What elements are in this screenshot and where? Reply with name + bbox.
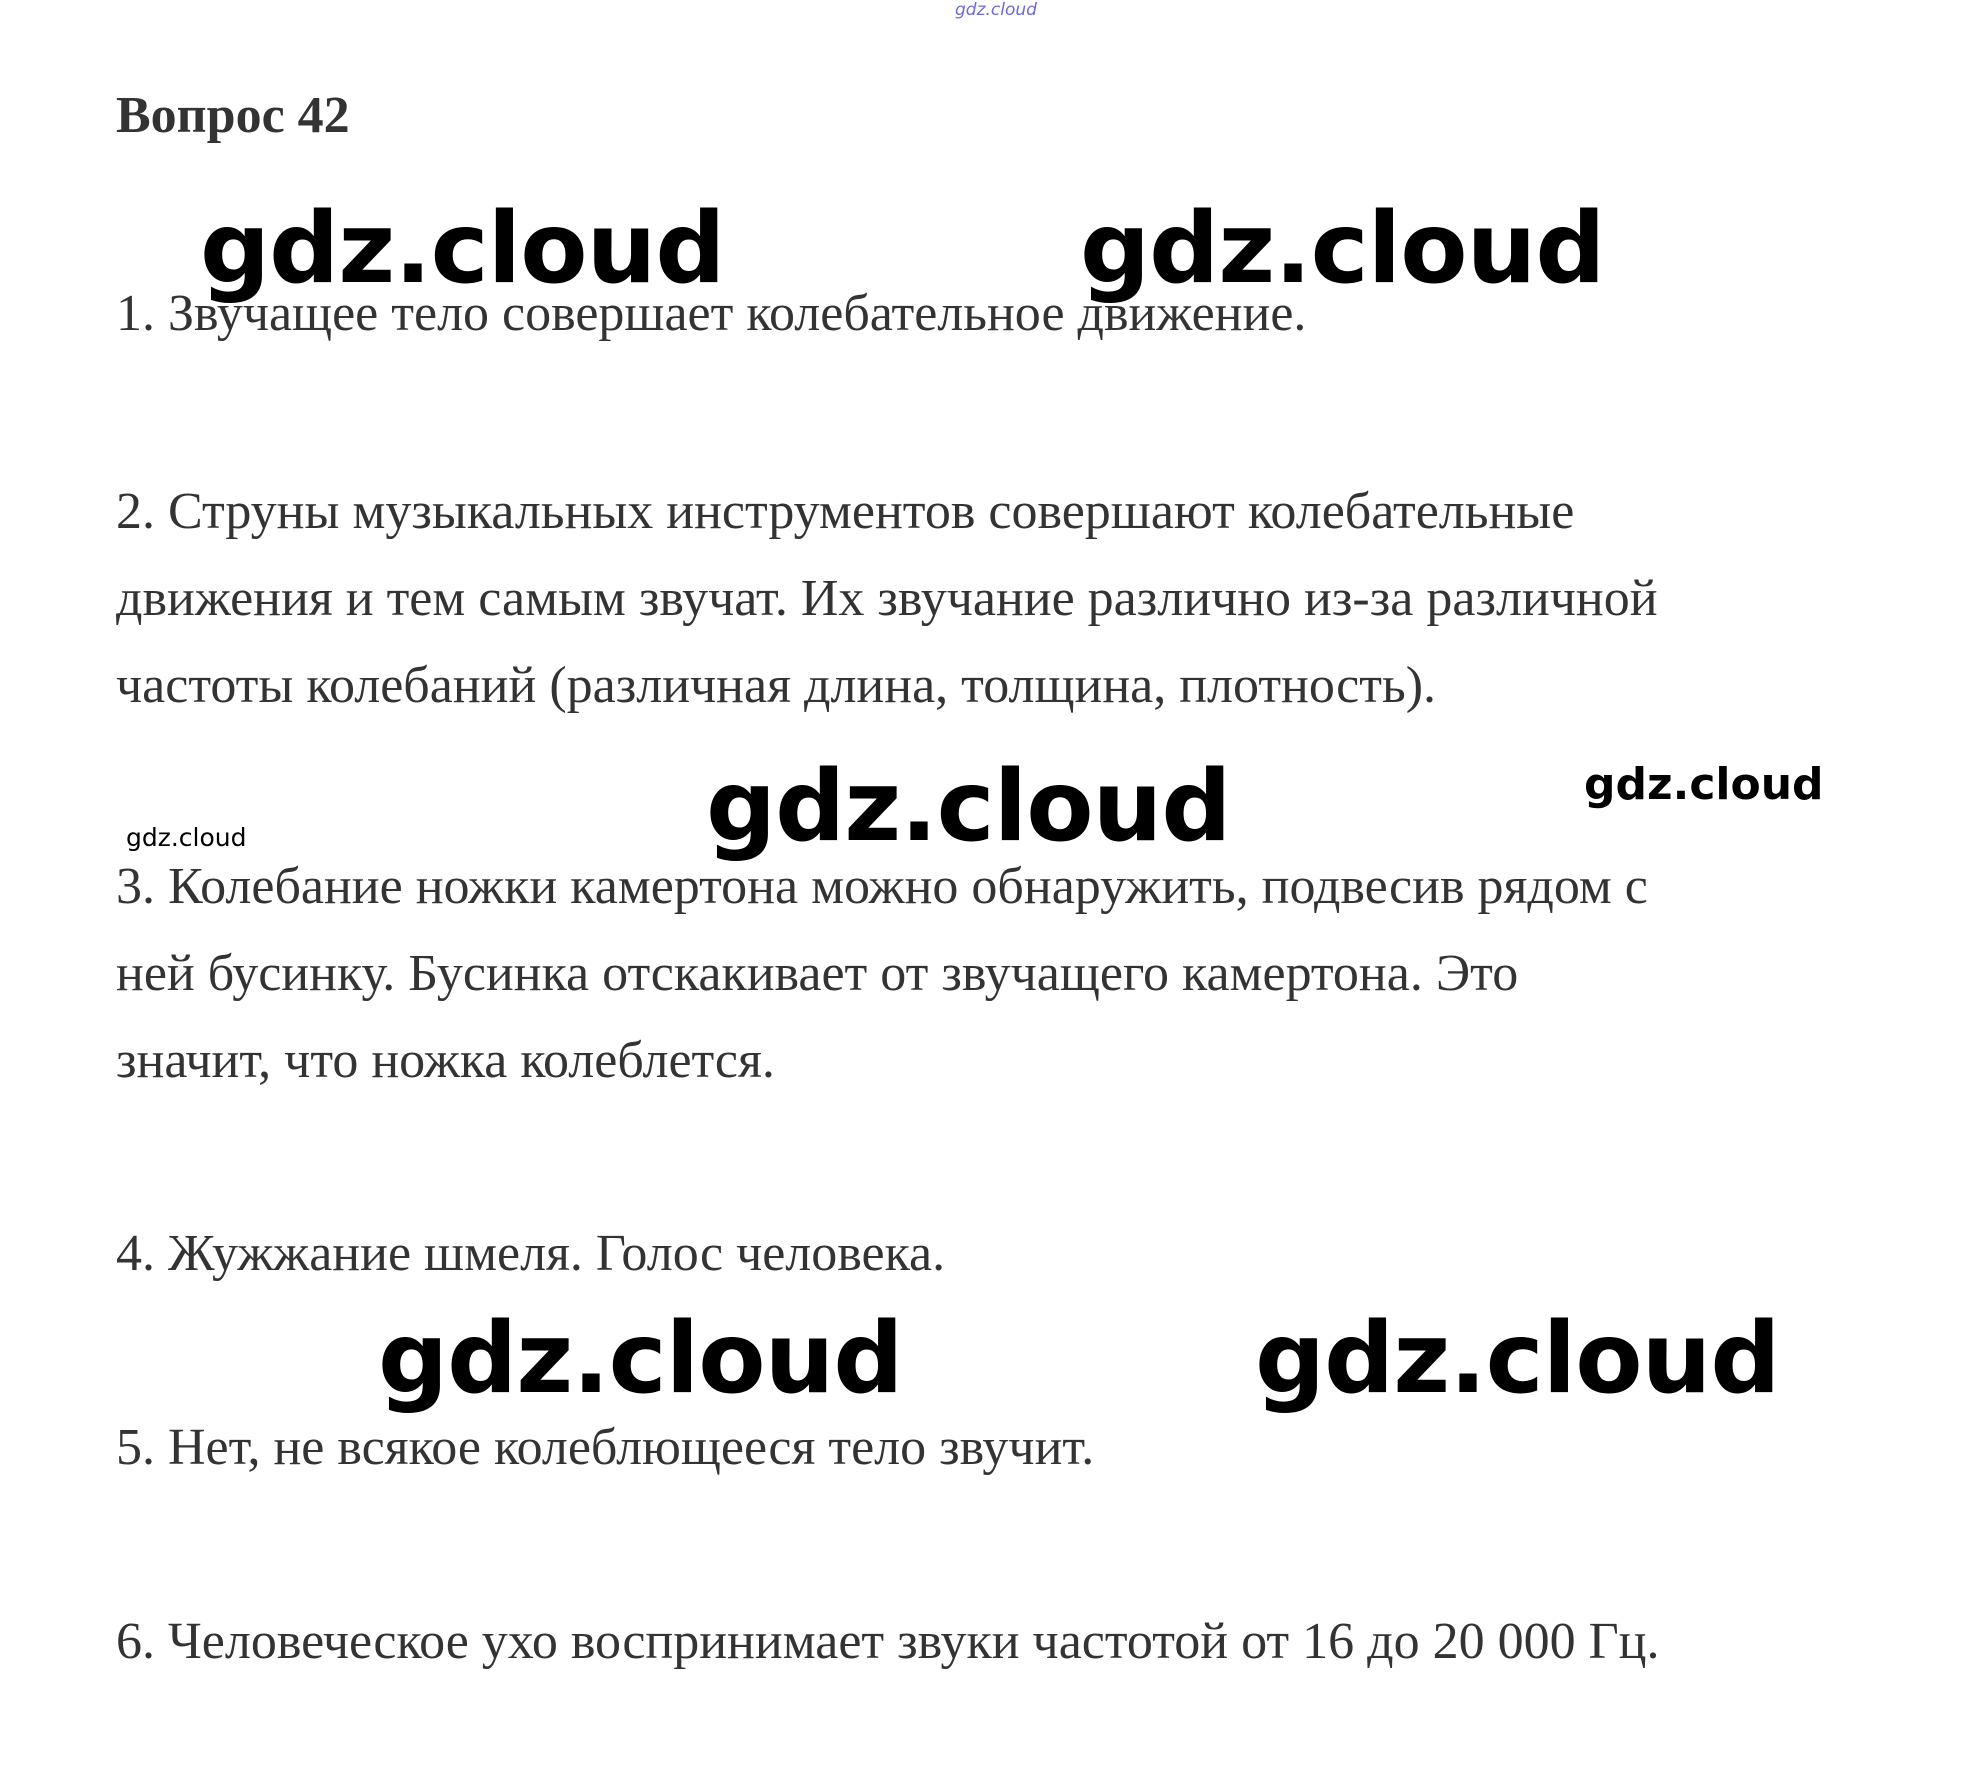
watermark-logo: gdz.cloud bbox=[1584, 759, 1824, 810]
watermark-logo: gdz.cloud bbox=[126, 823, 247, 852]
top-watermark: gdz.cloud bbox=[955, 0, 1037, 20]
watermark-logo: gdz.cloud bbox=[1080, 192, 1605, 306]
answer-item: 3. Колебание ножки камертона можно обнаружить, подвесив рядом с ней бусинку. Бусинка отскакивает от звучащего камертона. Это значит, что ножка колеблется. bbox=[116, 858, 1648, 1089]
watermark-logo: gdz.cloud bbox=[1255, 1302, 1780, 1416]
answer-item: 6. Человеческое ухо воспринимает звуки частотой от 16 до 20 000 Гц. bbox=[116, 1613, 1660, 1670]
answer-item: 1. Звучащее тело совершает колебательное движение. bbox=[116, 285, 1307, 342]
answer-item: 4. Жужжание шмеля. Голос человека. bbox=[116, 1225, 946, 1282]
watermark-logo: gdz.cloud bbox=[378, 1302, 903, 1416]
question-heading: Вопрос 42 bbox=[116, 87, 350, 144]
watermark-logo: gdz.cloud bbox=[706, 750, 1231, 864]
watermark-logo: gdz.cloud bbox=[200, 192, 725, 306]
answer-item: 2. Струны музыкальных инструментов совершают колебательные движения и тем самым звучат. Их звучание различно из-за различной частоты колебаний (различная длина, толщина, плотность). bbox=[116, 483, 1658, 714]
answer-item: 5. Нет, не всякое колеблющееся тело звучит. bbox=[116, 1419, 1095, 1476]
